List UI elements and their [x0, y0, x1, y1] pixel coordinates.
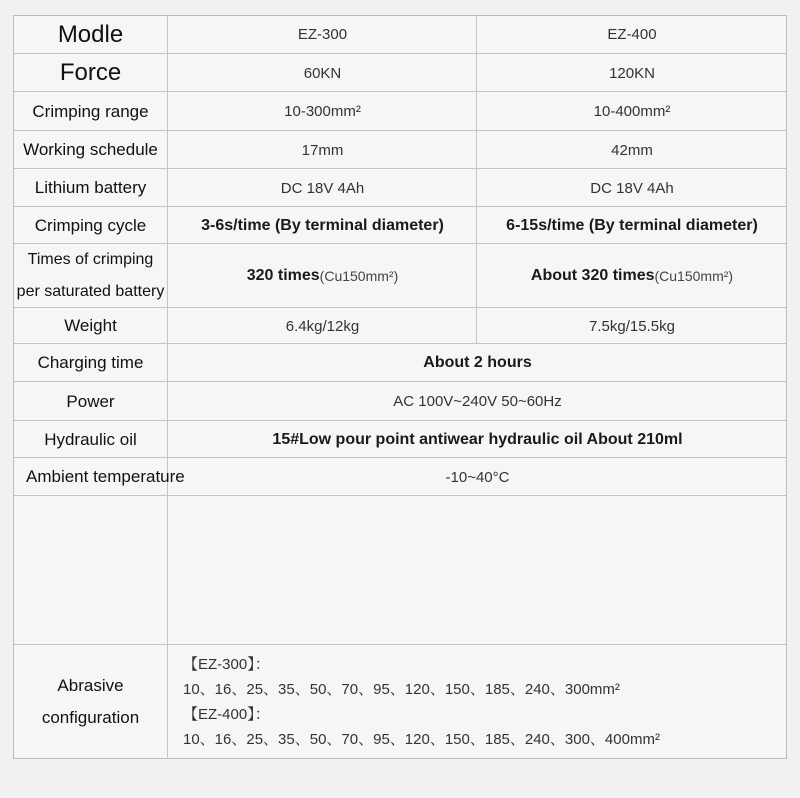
abrasive-ez300-title: 【EZ-300】：	[183, 656, 270, 673]
row-force	[14, 53, 786, 92]
label-times-of-crimping-line1: Times of crimping	[27, 251, 154, 268]
empty-label-cell	[14, 496, 168, 645]
row-weight	[14, 307, 786, 344]
abrasive-ez300-values: 10、16、25、35、50、70、95、120、150、185、240、300mm²	[183, 681, 620, 698]
value-model-ez400: EZ-400	[607, 26, 657, 43]
abrasive-ez400-values: 10、16、25、35、50、70、95、120、150、185、240、300、400mm²	[183, 731, 660, 748]
value-crimping-range-ez300: 10-300mm²	[169, 92, 477, 131]
abrasive-content	[169, 645, 786, 759]
value-hydraulic-oil: 15#Low pour point antiwear hydraulic oil About 210ml	[272, 430, 683, 448]
value-times-ez400-main: About 320 times	[530, 267, 655, 284]
value-power: AC 100V~240V 50~60Hz	[393, 393, 562, 410]
value-times-of-crimping-ez400	[478, 244, 786, 308]
row-charging-time	[14, 343, 786, 382]
label-lithium-battery: Lithium battery	[14, 169, 168, 207]
value-crimping-range-ez400: 10-400mm²	[593, 103, 671, 120]
label-times-of-crimping-line2: per saturated battery	[16, 283, 165, 300]
value-lithium-battery-ez300: DC 18V 4Ah	[169, 169, 477, 207]
row-abrasive-configuration	[14, 644, 786, 759]
label-times-of-crimping	[14, 244, 168, 308]
label-working-schedule: Working schedule	[14, 131, 168, 169]
value-working-schedule-ez300: 17mm	[169, 131, 477, 169]
label-charging-time: Charging time	[14, 344, 168, 382]
label-abrasive-line2: configuration	[41, 708, 140, 727]
row-power	[14, 381, 786, 421]
value-times-ez400-sub: (Cu150mm²)	[654, 268, 734, 284]
abrasive-ez400-title: 【EZ-400】：	[183, 706, 270, 723]
label-weight: Weight	[14, 308, 168, 344]
label-abrasive-configuration	[14, 645, 168, 759]
value-weight-ez400: 7.5kg/15.5kg	[589, 317, 675, 335]
label-hydraulic-oil: Hydraulic oil	[14, 421, 168, 458]
value-crimping-cycle-ez300: 3-6s/time (By terminal diameter)	[169, 207, 477, 244]
row-working-schedule	[14, 130, 786, 169]
value-times-of-crimping-ez300	[169, 244, 477, 308]
value-crimping-cycle-ez400: 6-15s/time (By terminal diameter)	[506, 216, 758, 234]
label-power: Power	[14, 382, 168, 421]
label-model: Modle	[14, 16, 168, 53]
value-force-ez400: 120KN	[609, 64, 655, 82]
label-force: Force	[14, 54, 168, 92]
value-charging-time: About 2 hours	[423, 354, 532, 371]
row-hydraulic-oil	[14, 420, 786, 458]
label-crimping-range: Crimping range	[14, 92, 168, 131]
label-ambient-temperature: Ambient temperature	[14, 458, 168, 496]
value-ambient-temperature: -10~40°C	[445, 468, 510, 486]
row-empty	[14, 495, 786, 645]
value-working-schedule-ez400: 42mm	[611, 141, 653, 159]
value-times-ez300-main: 320 times	[246, 267, 320, 284]
spec-table	[13, 15, 787, 759]
row-model	[14, 16, 786, 53]
label-crimping-cycle: Crimping cycle	[14, 207, 168, 244]
value-model-ez300: EZ-300	[169, 16, 477, 53]
value-times-ez300-sub: (Cu150mm²)	[319, 268, 399, 284]
row-crimping-range	[14, 91, 786, 131]
row-ambient-temperature	[14, 457, 786, 496]
label-abrasive-line1: Abrasive	[57, 676, 124, 695]
value-force-ez300: 60KN	[169, 54, 477, 92]
value-lithium-battery-ez400: DC 18V 4Ah	[590, 179, 674, 197]
row-lithium-battery	[14, 168, 786, 207]
row-times-of-crimping	[14, 243, 786, 308]
row-crimping-cycle	[14, 206, 786, 244]
value-weight-ez300: 6.4kg/12kg	[169, 308, 477, 344]
